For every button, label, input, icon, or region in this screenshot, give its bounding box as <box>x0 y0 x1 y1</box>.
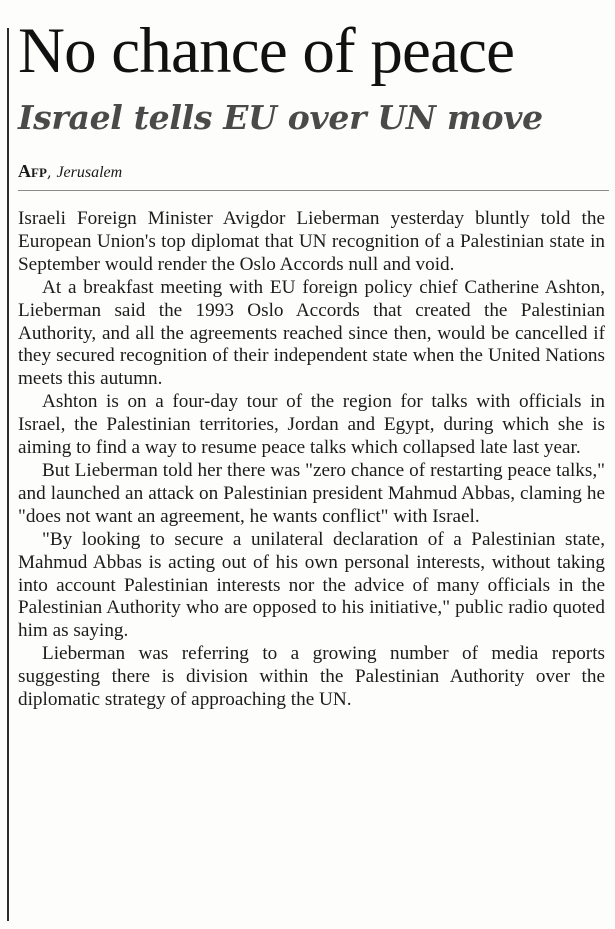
paragraph-3: Ashton is on a four-day tour of the region for talks with officials in Israel, the Palestinian territories, Jordan and Egypt, during which she is aiming to find a way to resume peace talks which collapsed late last year. <box>18 391 605 459</box>
byline-location: Jerusalem <box>56 164 123 181</box>
paragraph-1: Israeli Foreign Minister Avigdor Lieberman yesterday bluntly told the European Union's top diplomat that UN recognition of a Palestinian state in September would render the Oslo Accords null and void. <box>18 208 605 275</box>
byline-divider <box>18 190 609 191</box>
paragraph-4: But Lieberman told her there was "zero chance of restarting peace talks," and launched an attack on Palestinian president Mahmud Abbas, claming he "does not want an agreement, he wants conflict" with Israel. <box>18 459 605 527</box>
paragraph-5: "By looking to secure a unilateral declaration of a Palestinian state, Mahmud Abbas is acting out of his own personal interests, without taking into account Palestinian interests nor the advice of many officials in the Palestinian Authority who are opposed to his initiative," public radio quoted him as saying. <box>18 528 605 642</box>
paragraph-2: At a breakfast meeting with EU foreign policy chief Catherine Ashton, Lieberman said the 1993 Oslo Accords that created the Palestinian Authority, and all the agreements reached since then, would be cancelled if they secured recognition of their independent state when the United Nations meets this autumn. <box>18 276 605 390</box>
column-rule <box>7 28 9 921</box>
byline-agency: Afp <box>18 161 47 181</box>
headline: No chance of peace <box>18 15 515 87</box>
byline-separator: , <box>46 163 57 181</box>
byline <box>18 158 122 186</box>
subheadline: Israel tells EU over UN move <box>18 98 543 137</box>
article-body <box>18 208 605 712</box>
paragraph-6: Lieberman was referring to a growing number of media reports suggesting there is division within the Palestinian Authority over the diplomatic strategy of approaching the UN. <box>18 643 605 711</box>
